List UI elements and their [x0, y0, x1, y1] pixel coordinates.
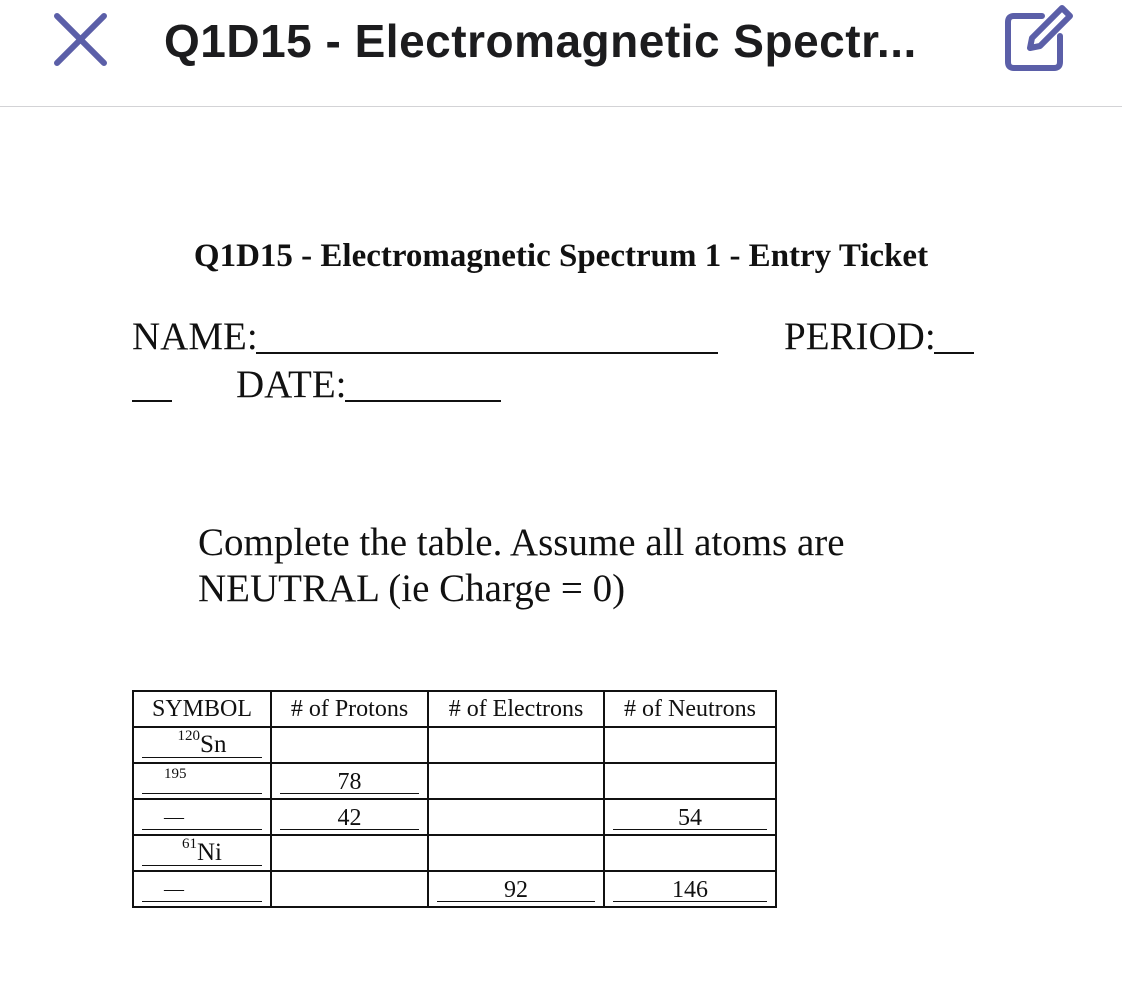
mass-number: —	[164, 878, 184, 900]
table-row	[133, 727, 776, 763]
symbol-cell	[133, 799, 271, 835]
protons-cell: 42	[271, 799, 428, 835]
period-blank-continued	[132, 400, 172, 402]
symbol-cell	[133, 763, 271, 799]
electrons-cell	[428, 835, 604, 871]
close-x-icon	[48, 10, 112, 74]
header-neutrons: # of Neutrons	[604, 691, 776, 727]
electrons-cell	[428, 799, 604, 835]
table-row	[133, 763, 776, 799]
date-label: DATE:	[236, 363, 347, 406]
date-blank	[345, 400, 501, 402]
period-label: PERIOD:	[784, 315, 936, 358]
table-row	[133, 835, 776, 871]
neutrons-cell	[604, 763, 776, 799]
edit-button[interactable]	[1002, 2, 1074, 74]
top-bar	[0, 0, 1122, 107]
table-row	[133, 871, 776, 907]
table-row	[133, 799, 776, 835]
electrons-cell	[428, 763, 604, 799]
instructions-line-2: NEUTRAL (ie Charge = 0)	[198, 567, 626, 610]
protons-cell: 78	[271, 763, 428, 799]
name-label: NAME:	[132, 315, 258, 358]
element-symbol: Ni	[197, 839, 222, 867]
instructions-line-1: Complete the table. Assume all atoms are	[198, 521, 845, 564]
page-title: Q1D15 - Electromagnetic Spectr...	[164, 15, 917, 67]
period-blank	[934, 352, 974, 354]
name-blank	[256, 352, 718, 354]
edit-square-pencil-icon	[1002, 2, 1074, 74]
atoms-table	[132, 690, 777, 908]
mass-number: —	[164, 806, 184, 828]
symbol-cell	[133, 727, 271, 763]
neutrons-cell	[604, 727, 776, 763]
element-symbol: Sn	[200, 731, 227, 759]
header-protons: # of Protons	[271, 691, 428, 727]
close-button[interactable]	[48, 10, 112, 74]
electrons-cell	[428, 727, 604, 763]
mass-number: 195	[164, 766, 187, 782]
table-header-row	[133, 691, 776, 727]
instructions	[198, 520, 918, 612]
mass-number: 120	[177, 727, 201, 744]
neutrons-cell: 54	[604, 799, 776, 835]
neutrons-cell	[604, 835, 776, 871]
header-electrons: # of Electrons	[428, 691, 604, 727]
header-symbol: SYMBOL	[133, 691, 271, 727]
symbol-cell	[133, 871, 271, 907]
neutrons-cell: 146	[604, 871, 776, 907]
mass-number: 61	[182, 835, 197, 852]
protons-cell	[271, 727, 428, 763]
electrons-cell: 92	[428, 871, 604, 907]
symbol-cell	[133, 835, 271, 871]
protons-cell	[271, 835, 428, 871]
worksheet-title: Q1D15 - Electromagnetic Spectrum 1 - Entry Ticket	[193, 238, 929, 274]
protons-cell	[271, 871, 428, 907]
